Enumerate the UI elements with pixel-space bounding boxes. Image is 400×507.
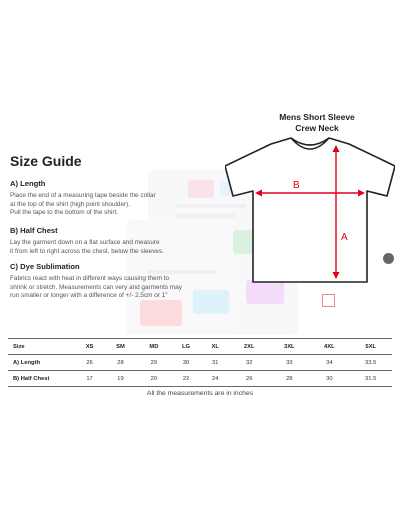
table-cell: 34 [309,355,349,371]
table-cell: 28 [104,355,137,371]
row-label: B) Half Chest [8,371,75,387]
section-heading: C) Dye Sublimation [10,262,80,271]
table-cell: 26 [75,355,104,371]
shirt-title-line2: Crew Neck [295,123,339,133]
size-table [8,338,392,387]
table-cell: 19 [104,371,137,387]
table-header-cell: LG [171,339,201,355]
table-header-cell: MD [137,339,171,355]
tshirt-outline [225,138,395,282]
table-row [8,371,392,387]
table-cell: 17 [75,371,104,387]
section-heading: B) Half Chest [10,226,58,235]
length-label: A [341,232,348,243]
table-cell: 20 [137,371,171,387]
table-cell: 32 [229,355,269,371]
table-cell: 22 [171,371,201,387]
table-cell: 30 [309,371,349,387]
section-body: Place the end of a measuring tape beside the collar at the top of the shirt (high point shoulder). Pull the tape to the bottom of the shirt. [10,192,156,217]
table-header-row [8,339,392,355]
square-marker-icon [322,294,335,307]
section-half-chest [10,226,222,256]
table-header-cell: XL [201,339,229,355]
table-row [8,355,392,371]
section-heading: A) Length [10,179,46,188]
table-header-label: Size [8,339,75,355]
table-cell: 33 [269,355,309,371]
page-title: Size Guide [10,153,82,169]
measurement-note: All the measurements are in inches [146,390,254,397]
section-body: Fabrics react with heat in different ways causing them to shrink or stretch. Measurements can very and garments may run smaller or longer with a difference of +/- 2.5cm or 1" [10,275,182,300]
table-cell: 29 [137,355,171,371]
table-cell: 24 [201,371,229,387]
chest-label: B [293,180,300,191]
tshirt-diagram [225,136,395,286]
row-label: A) Length [8,355,75,371]
section-dye-sublimation [10,262,222,301]
table-header-cell: 4XL [309,339,349,355]
section-length [10,179,222,218]
section-body: Lay the garment down on a flat surface and measure it from left to right across the chest, below the sleeves. [10,239,164,255]
table-header-cell: 3XL [269,339,309,355]
table-cell: 30 [171,355,201,371]
shirt-title-line1: Mens Short Sleeve [279,112,355,122]
table-cell: 33.5 [349,355,392,371]
table-cell: 26 [229,371,269,387]
circle-marker-icon [383,253,394,264]
shirt-style-title [262,112,372,134]
table-header-cell: SM [104,339,137,355]
table-header-cell: 5XL [349,339,392,355]
table-cell: 28 [269,371,309,387]
table-header-cell: 2XL [229,339,269,355]
table-cell: 31 [201,355,229,371]
table-header-cell: XS [75,339,104,355]
table-cell: 31.5 [349,371,392,387]
